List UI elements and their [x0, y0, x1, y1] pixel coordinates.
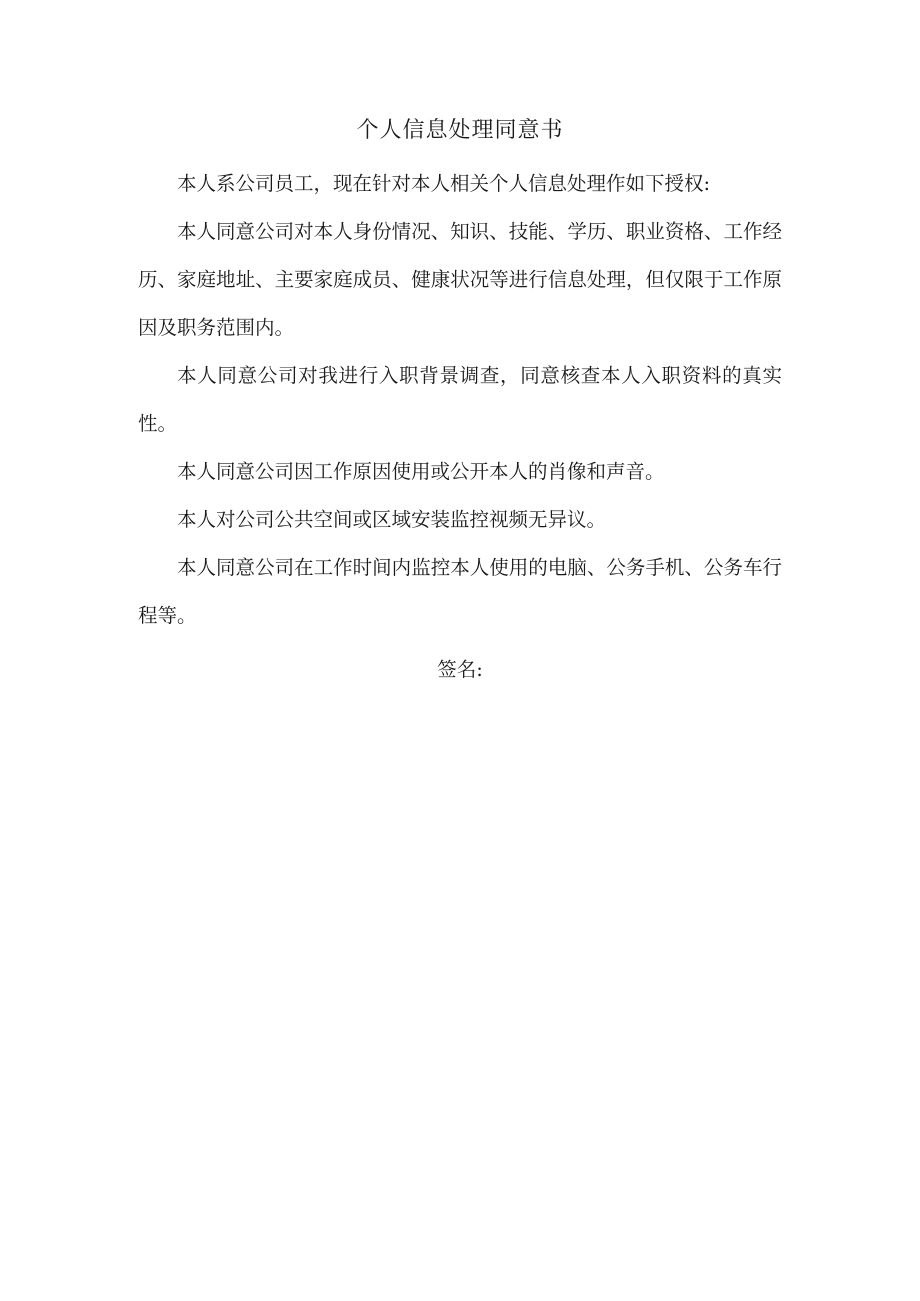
signature-label: 签名: — [437, 658, 483, 681]
paragraph-intro: 本人系公司员工，现在针对本人相关个人信息处理作如下授权: — [177, 172, 711, 195]
paragraph-personal-info-consent: 本人同意公司对本人身份情况、知识、技能、学历、职业资格、工作经历、家庭地址、主要家庭成员、健康状况等进行信息处理，但仅限于工作原因及职务范围内。 — [138, 220, 782, 339]
document-title: 个人信息处理同意书 — [356, 118, 564, 143]
paragraph-device-monitoring-consent: 本人同意公司在工作时间内监控本人使用的电脑、公务手机、公务车行程等。 — [138, 556, 782, 627]
document-body — [138, 160, 782, 640]
paragraph-surveillance-consent: 本人对公司公共空间或区域安装监控视频无异议。 — [177, 508, 607, 531]
paragraph-portrait-voice-consent: 本人同意公司因工作原因使用或公开本人的肖像和声音。 — [177, 460, 665, 483]
paragraph-background-check-consent: 本人同意公司对我进行入职背景调查，同意核查本人入职资料的真实性。 — [138, 364, 782, 435]
